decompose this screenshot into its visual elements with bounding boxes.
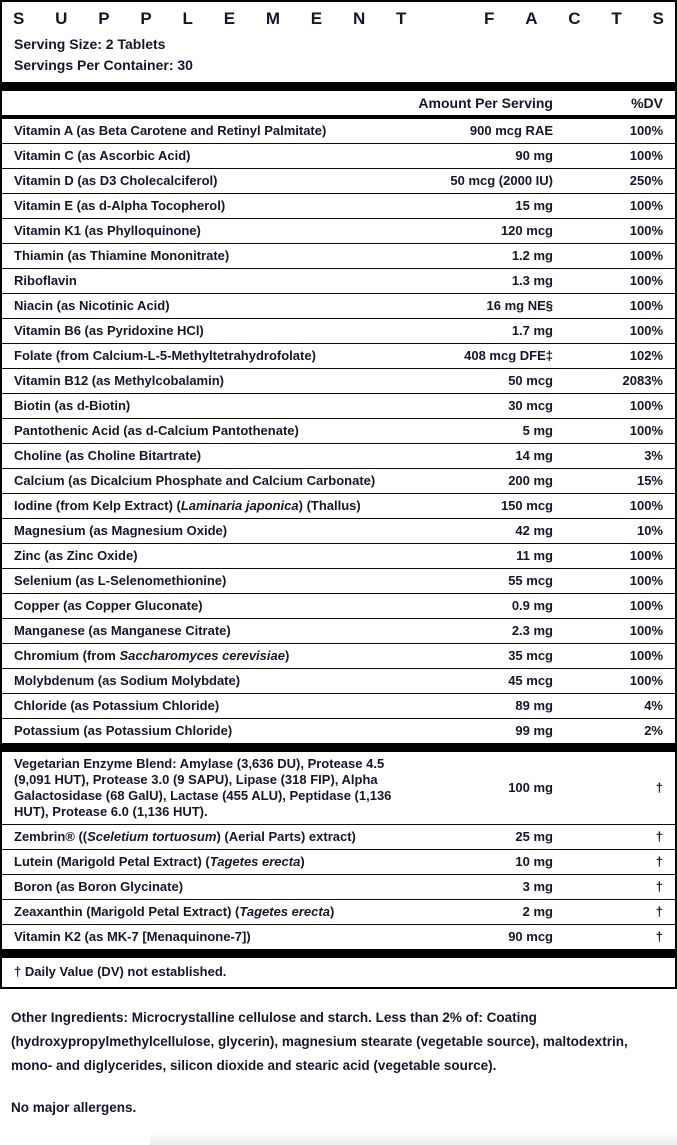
serving-info bbox=[2, 32, 675, 82]
nutrient-amount: 99 mg bbox=[515, 723, 553, 738]
nutrient-amount: 150 mcg bbox=[500, 498, 553, 513]
nutrient-row bbox=[2, 493, 675, 518]
nutrient-row bbox=[2, 193, 675, 218]
nutrient-amount: 15 mg bbox=[515, 198, 553, 213]
nutrient-name: Pantothenic Acid (as d-Calcium Pantothenate) bbox=[14, 423, 299, 438]
nutrient-amount: 1.2 mg bbox=[511, 248, 553, 263]
column-header-dv: %DV bbox=[631, 95, 663, 111]
nutrient-dv: 2083% bbox=[622, 373, 663, 388]
nutrient-row bbox=[2, 718, 675, 743]
nutrient-amount: 10 mg bbox=[515, 854, 553, 869]
nutrient-name: Vitamin D (as D3 Cholecalciferol) bbox=[14, 173, 218, 188]
panel-title: S U P P L E M E N T F A C T S bbox=[13, 9, 664, 28]
servings-per-container: Servings Per Container: 30 bbox=[14, 57, 193, 73]
nutrient-dv: 100% bbox=[629, 548, 663, 563]
nutrient-amount: 3 mg bbox=[522, 879, 553, 894]
nutrient-dv: 100% bbox=[629, 398, 663, 413]
nutrient-dv: 100% bbox=[629, 498, 663, 513]
nutrient-amount: 5 mg bbox=[522, 423, 553, 438]
nutrient-dv: 2% bbox=[644, 723, 663, 738]
other-ingredients-text: Other Ingredients: Microcrystalline cellulose and starch. Less than 2% of: Coating (hydroxypropylmethylcellulose, glycerin), magnesium stearate (vegetable source), maltodextrin, mono- and diglycerides, silicon dioxide and stearic acid (vegetable source). bbox=[11, 1010, 628, 1073]
nutrient-row bbox=[2, 568, 675, 593]
nutrient-row bbox=[2, 343, 675, 368]
nutrient-amount: 90 mcg bbox=[508, 929, 553, 944]
nutrient-name: Chloride (as Potassium Chloride) bbox=[14, 698, 220, 713]
nutrient-row bbox=[2, 218, 675, 243]
nutrient-name: Vitamin E (as d-Alpha Tocopherol) bbox=[14, 198, 226, 213]
nutrient-dv: 3% bbox=[644, 448, 663, 463]
nutrient-amount: 50 mcg bbox=[508, 373, 553, 388]
nutrient-name: Zeaxanthin (Marigold Petal Extract) (Tagetes erecta) bbox=[14, 904, 335, 919]
nutrient-amount: 30 mcg bbox=[508, 398, 553, 413]
nutrient-name: Potassium (as Potassium Chloride) bbox=[14, 723, 233, 738]
nutrient-name: Zembrin® ((Sceletium tortuosum) (Aerial Parts) extract) bbox=[14, 829, 356, 844]
nutrient-amount: 2 mg bbox=[522, 904, 553, 919]
divider-bar-middle bbox=[2, 743, 675, 752]
nutrient-dv: 15% bbox=[636, 473, 663, 488]
nutrient-name: Boron (as Boron Glycinate) bbox=[14, 879, 184, 894]
nutrient-amount: 900 mcg RAE bbox=[469, 123, 553, 138]
nutrient-amount: 408 mcg DFE‡ bbox=[464, 348, 553, 363]
nutrient-dv: 100% bbox=[629, 148, 663, 163]
nutrient-amount: 45 mcg bbox=[508, 673, 553, 688]
nutrient-dv: † bbox=[655, 929, 663, 944]
nutrient-dv: 100% bbox=[629, 423, 663, 438]
nutrient-amount: 25 mg bbox=[515, 829, 553, 844]
nutrient-dv: 100% bbox=[629, 198, 663, 213]
bottom-edge-strip bbox=[150, 1133, 677, 1145]
nutrient-amount: 35 mcg bbox=[508, 648, 553, 663]
serving-size: Serving Size: 2 Tablets bbox=[14, 36, 166, 52]
nutrient-name: Copper (as Copper Gluconate) bbox=[14, 598, 203, 613]
nutrient-row bbox=[2, 368, 675, 393]
nutrient-row bbox=[2, 119, 675, 143]
divider-bar-top bbox=[2, 82, 675, 91]
nutrient-name: Biotin (as d-Biotin) bbox=[14, 398, 131, 413]
nutrient-row bbox=[2, 643, 675, 668]
nutrient-rows-main bbox=[2, 119, 675, 743]
nutrient-row bbox=[2, 168, 675, 193]
nutrient-name: Vitamin K2 (as MK-7 [Menaquinone-7]) bbox=[14, 929, 251, 944]
nutrient-row bbox=[2, 924, 675, 949]
nutrient-rows-botanical bbox=[2, 752, 675, 949]
nutrient-row bbox=[2, 849, 675, 874]
nutrient-dv: 100% bbox=[629, 573, 663, 588]
nutrient-amount: 42 mg bbox=[515, 523, 553, 538]
table-header-row bbox=[2, 91, 675, 119]
nutrient-row bbox=[2, 268, 675, 293]
nutrient-amount: 90 mg bbox=[515, 148, 553, 163]
nutrient-dv: † bbox=[655, 854, 663, 869]
nutrient-dv: 250% bbox=[629, 173, 663, 188]
nutrient-amount: 100 mg bbox=[508, 780, 553, 795]
nutrient-amount: 200 mg bbox=[508, 473, 553, 488]
nutrient-dv: 100% bbox=[629, 323, 663, 338]
nutrient-row bbox=[2, 752, 675, 824]
nutrient-amount: 2.3 mg bbox=[511, 623, 553, 638]
nutrient-dv: 100% bbox=[629, 273, 663, 288]
nutrient-name: Magnesium (as Magnesium Oxide) bbox=[14, 523, 228, 538]
nutrient-name: Vitamin K1 (as Phylloquinone) bbox=[14, 223, 201, 238]
nutrient-row bbox=[2, 418, 675, 443]
allergens-text: No major allergens. bbox=[11, 1100, 137, 1115]
nutrient-name: Thiamin (as Thiamine Mononitrate) bbox=[14, 248, 230, 263]
nutrient-row bbox=[2, 293, 675, 318]
nutrient-name: Choline (as Choline Bitartrate) bbox=[14, 448, 202, 463]
nutrient-dv: 10% bbox=[636, 523, 663, 538]
nutrient-dv: 4% bbox=[644, 698, 663, 713]
nutrient-row bbox=[2, 593, 675, 618]
nutrient-name: Iodine (from Kelp Extract) (Laminaria japonica) (Thallus) bbox=[14, 498, 361, 513]
nutrient-name: Selenium (as L-Selenomethionine) bbox=[14, 573, 227, 588]
nutrient-dv: 100% bbox=[629, 223, 663, 238]
nutrient-name: Vegetarian Enzyme Blend: Amylase (3,636 DU), Protease 4.5 (9,091 HUT), Protease 3.0 (9 SAPU), Lipase (318 FIP), Alpha Galactosidase (68 GalU), Lactase (455 ALU), Peptidase (1,136 HUT), Protease 6.0 (1,136 HUT). bbox=[14, 756, 392, 819]
nutrient-name: Zinc (as Zinc Oxide) bbox=[14, 548, 138, 563]
column-header-amount-per-serving: Amount Per Serving bbox=[418, 95, 553, 111]
nutrient-row bbox=[2, 468, 675, 493]
nutrient-row bbox=[2, 143, 675, 168]
nutrient-dv: 100% bbox=[629, 298, 663, 313]
nutrient-amount: 120 mcg bbox=[500, 223, 553, 238]
nutrient-amount: 55 mcg bbox=[508, 573, 553, 588]
nutrient-row bbox=[2, 668, 675, 693]
nutrient-row bbox=[2, 693, 675, 718]
nutrient-amount: 11 mg bbox=[516, 548, 553, 563]
nutrient-row bbox=[2, 518, 675, 543]
nutrient-dv: 102% bbox=[629, 348, 663, 363]
nutrient-name: Lutein (Marigold Petal Extract) (Tagetes erecta) bbox=[14, 854, 305, 869]
nutrient-row bbox=[2, 824, 675, 849]
nutrient-name: Molybdenum (as Sodium Molybdate) bbox=[14, 673, 241, 688]
nutrient-name: Niacin (as Nicotinic Acid) bbox=[14, 298, 170, 313]
nutrient-amount: 89 mg bbox=[515, 698, 553, 713]
nutrient-name: Riboflavin bbox=[14, 273, 77, 288]
nutrient-dv: 100% bbox=[629, 623, 663, 638]
nutrient-dv: † bbox=[655, 879, 663, 894]
nutrient-name: Calcium (as Dicalcium Phosphate and Calcium Carbonate) bbox=[14, 473, 376, 488]
nutrient-name: Manganese (as Manganese Citrate) bbox=[14, 623, 231, 638]
nutrient-dv: † bbox=[655, 904, 663, 919]
nutrient-amount: 50 mcg (2000 IU) bbox=[450, 173, 553, 188]
nutrient-dv: 100% bbox=[629, 598, 663, 613]
nutrient-name: Vitamin B6 (as Pyridoxine HCl) bbox=[14, 323, 204, 338]
nutrient-row bbox=[2, 243, 675, 268]
dv-footnote: † Daily Value (DV) not established. bbox=[14, 964, 227, 979]
nutrient-dv: 100% bbox=[629, 673, 663, 688]
nutrient-name: Folate (from Calcium-L-5-Methyltetrahydrofolate) bbox=[14, 348, 316, 363]
nutrient-amount: 14 mg bbox=[515, 448, 553, 463]
nutrient-row bbox=[2, 318, 675, 343]
nutrient-dv: † bbox=[655, 829, 663, 844]
nutrient-amount: 1.7 mg bbox=[511, 323, 553, 338]
nutrient-dv: 100% bbox=[629, 648, 663, 663]
nutrient-row bbox=[2, 618, 675, 643]
nutrient-row bbox=[2, 443, 675, 468]
nutrient-row bbox=[2, 543, 675, 568]
nutrient-dv: 100% bbox=[629, 123, 663, 138]
nutrient-name: Vitamin B12 (as Methylcobalamin) bbox=[14, 373, 224, 388]
nutrient-row bbox=[2, 393, 675, 418]
nutrient-amount: 16 mg NE§ bbox=[486, 298, 553, 313]
nutrient-row bbox=[2, 874, 675, 899]
nutrient-name: Vitamin A (as Beta Carotene and Retinyl Palmitate) bbox=[14, 123, 327, 138]
nutrient-name: Chromium (from Saccharomyces cerevisiae) bbox=[14, 648, 290, 663]
nutrient-name: Vitamin C (as Ascorbic Acid) bbox=[14, 148, 191, 163]
nutrient-amount: 1.3 mg bbox=[511, 273, 553, 288]
divider-bar-bottom bbox=[2, 949, 675, 958]
nutrient-dv: † bbox=[655, 780, 663, 795]
nutrient-dv: 100% bbox=[629, 248, 663, 263]
nutrient-amount: 0.9 mg bbox=[511, 598, 553, 613]
nutrient-row bbox=[2, 899, 675, 924]
